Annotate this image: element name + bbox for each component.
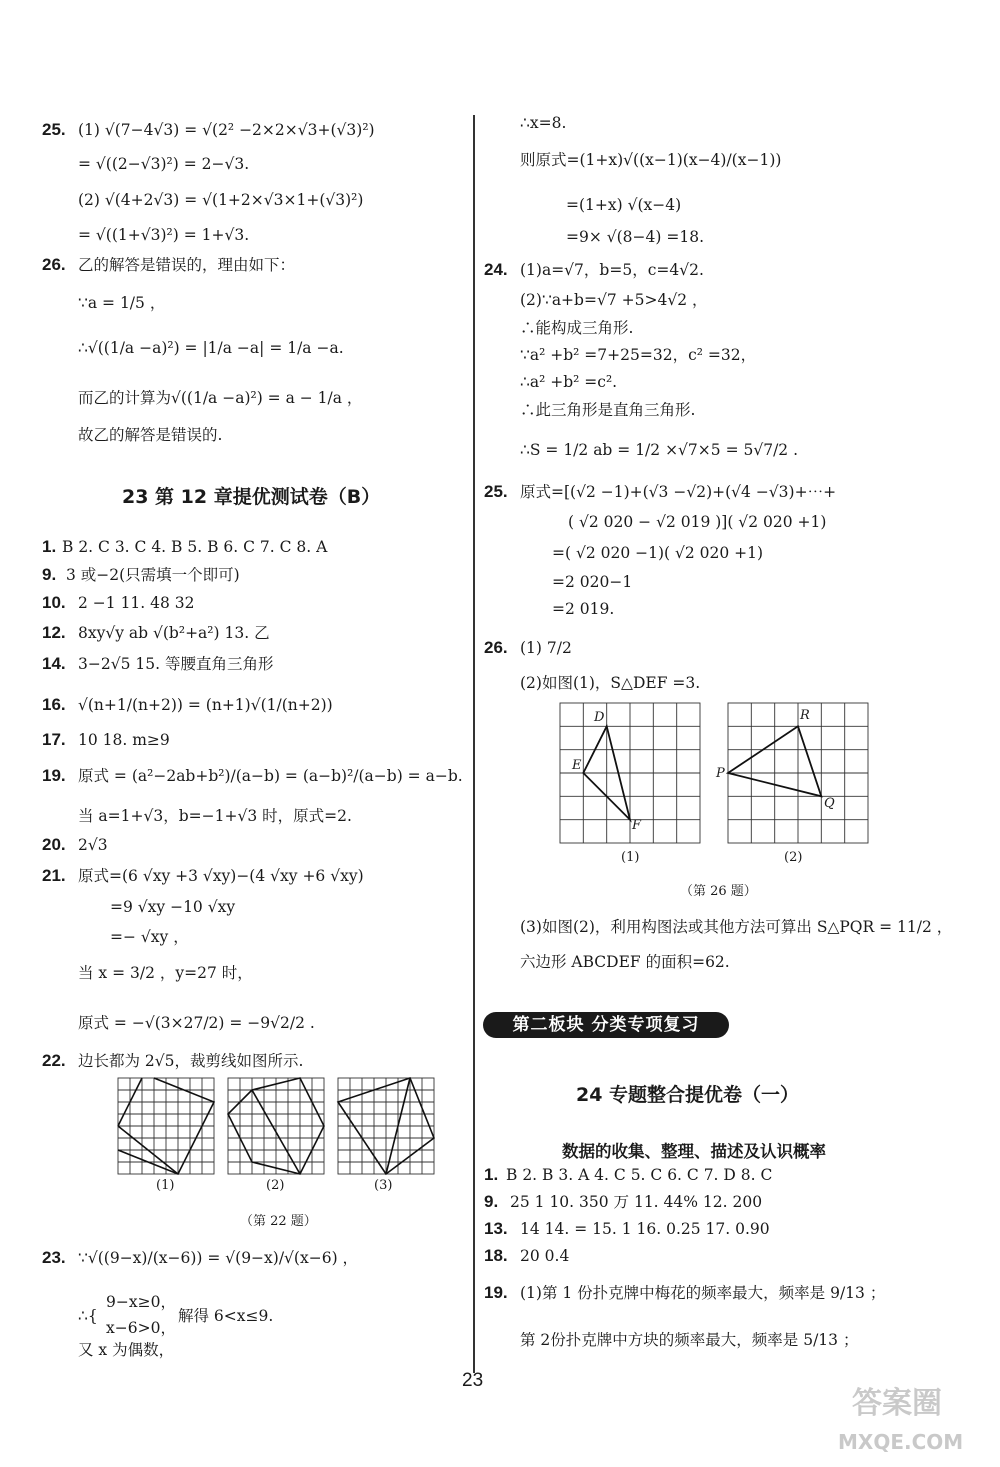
answer-number: 19. bbox=[42, 766, 66, 785]
section-24-title: 24 专题整合提优卷（一） bbox=[576, 1084, 800, 1106]
q22-caption: （第 22 题） bbox=[240, 1214, 317, 1229]
q25-right-line5: =2 019. bbox=[552, 600, 615, 618]
answer-number: 14. bbox=[42, 654, 66, 673]
answer-number: 9. bbox=[484, 1192, 499, 1211]
q24-line4: ∵a² +b² =7+25=32，c² =32， bbox=[520, 346, 757, 364]
q25-right-line1: 原式=[(√2 −1)+(√3 −√2)+(√4 −√3)+⋯+ bbox=[520, 483, 837, 501]
top-line4: =9× √(8−4) =18. bbox=[566, 228, 705, 246]
q25-line3: (2) √(4+2√3) = √(1+2×√3×1+(√3)²) bbox=[78, 191, 364, 209]
section-banner: 第二板块 分类专项复习 bbox=[483, 1012, 729, 1038]
q20-text: 2√3 bbox=[78, 836, 108, 854]
q24-line2: (2)∵a+b=√7 +5>4√2 ， bbox=[520, 291, 708, 309]
q25-line4: = √((1+√3)²) = 1+√3. bbox=[78, 226, 250, 244]
q24-line3: ∴能构成三角形. bbox=[520, 319, 634, 337]
point-label-r: R bbox=[800, 708, 810, 723]
q22-figure-1-label: (1) bbox=[156, 1178, 175, 1193]
q26-right-line1: (1) 7/2 bbox=[520, 639, 572, 657]
q25-right-number: 25. bbox=[484, 482, 508, 501]
q22-number: 22. bbox=[42, 1051, 66, 1070]
column-divider bbox=[473, 115, 475, 1373]
answer-text: 2 −1 11. 48 32 bbox=[78, 594, 195, 612]
q24-line5: ∴a² +b² =c². bbox=[520, 373, 618, 391]
q26-number: 26. bbox=[42, 255, 66, 274]
watermark-logo: 答案圈 bbox=[852, 1386, 942, 1421]
q22-figure-3 bbox=[338, 1078, 434, 1174]
answer-number: 1. bbox=[484, 1165, 499, 1184]
q19-right-line1: (1)第 1 份扑克牌中梅花的频率最大，频率是 9/13 ； bbox=[520, 1284, 886, 1302]
q26-line5: 故乙的解答是错误的. bbox=[78, 426, 223, 444]
answer-text: 3−2√5 15. 等腰直角三角形 bbox=[78, 655, 274, 673]
point-label-q: Q bbox=[824, 796, 835, 811]
q26-caption: （第 26 题） bbox=[680, 884, 757, 899]
point-label-f: F bbox=[632, 818, 642, 833]
q22-figure-1 bbox=[118, 1078, 214, 1174]
q26-line3: ∴√((1/a −a)²) = |1/a −a| = 1/a −a. bbox=[78, 339, 344, 357]
q19-right-number: 19. bbox=[484, 1283, 508, 1302]
q21-line5: 原式 = −√(3×27/2) = −9√2/2 . bbox=[78, 1014, 315, 1032]
q21-line3: =− √xy ， bbox=[110, 928, 189, 946]
q19-extra: 当 a=1+√3，b=−1+√3 时，原式=2. bbox=[78, 807, 352, 825]
answer-number: 13. bbox=[484, 1219, 508, 1238]
q23-cond2: x−6>0， bbox=[106, 1319, 176, 1337]
answer-number: 10. bbox=[42, 593, 66, 612]
q23-line3: 又 x 为偶数， bbox=[78, 1341, 175, 1359]
q26-right-line3: (3)如图(2)，利用构图法或其他方法可算出 S△PQR = 11/2 ， bbox=[520, 918, 953, 936]
q26-figure-2 bbox=[728, 703, 868, 843]
q21-line4: 当 x = 3/2 ，y=27 时， bbox=[78, 964, 253, 982]
q26-line1: 乙的解答是错误的，理由如下： bbox=[78, 256, 296, 274]
answer-text: B 2. B 3. A 4. C 5. C 6. C 7. D 8. C bbox=[506, 1166, 773, 1184]
answer-text: 10 18. m≥9 bbox=[78, 731, 170, 749]
answer-text: 原式 = (a²−2ab+b²)/(a−b) = (a−b)²/(a−b) = a−b. bbox=[78, 767, 463, 785]
q23-number: 23. bbox=[42, 1248, 66, 1267]
q24-number: 24. bbox=[484, 260, 508, 279]
q26-figure-1-label: (1) bbox=[621, 850, 640, 865]
q19-right-line2: 第 2份扑克牌中方块的频率最大，频率是 5/13 ； bbox=[520, 1331, 859, 1349]
answer-text: B 2. C 3. C 4. B 5. B 6. C 7. C 8. A bbox=[62, 538, 328, 556]
q20-number: 20. bbox=[42, 835, 66, 854]
q25-right-line4: =2 020−1 bbox=[552, 573, 633, 591]
q24-line7: ∴S = 1/2 ab = 1/2 ×√7×5 = 5√7/2 . bbox=[520, 441, 799, 459]
q25-right-line3: =( √2 020 −1)( √2 020 +1) bbox=[552, 544, 764, 562]
q25-line2: = √((2−√3)²) = 2−√3. bbox=[78, 155, 250, 173]
q21-line2: =9 √xy −10 √xy bbox=[110, 898, 236, 916]
watermark-url: MXQE.COM bbox=[838, 1430, 964, 1454]
q23-solution: 解得 6<x≤9. bbox=[178, 1307, 274, 1325]
q22-text: 边长都为 2√5，裁剪线如图所示. bbox=[78, 1052, 304, 1070]
answer-number: 1. bbox=[42, 537, 57, 556]
section-24-subtitle: 数据的收集、整理、描述及认识概率 bbox=[562, 1142, 826, 1161]
q22-figure-2-label: (2) bbox=[266, 1178, 285, 1193]
q25-number: 25. bbox=[42, 120, 66, 139]
top-line2: 则原式=(1+x)√((x−1)(x−4)/(x−1)) bbox=[520, 151, 782, 169]
point-label-d: D bbox=[594, 710, 605, 725]
q26-figure-1 bbox=[560, 703, 700, 843]
answer-number: 12. bbox=[42, 623, 66, 642]
q26-right-line4: 六边形 ABCDEF 的面积=62. bbox=[520, 953, 730, 971]
answer-text: 25 1 10. 350 万 11. 44% 12. 200 bbox=[510, 1193, 763, 1211]
answer-number: 16. bbox=[42, 695, 66, 714]
answer-text: 20 0.4 bbox=[520, 1247, 570, 1265]
q23-line1: ∵√((9−x)/(x−6)) = √(9−x)/√(x−6) ， bbox=[78, 1249, 359, 1267]
q25-line1: (1) √(7−4√3) = √(2² −2×2×√3+(√3)²) bbox=[78, 121, 375, 139]
q26-line2: ∵a = 1/5 ， bbox=[78, 294, 166, 312]
q26-right-line2: (2)如图(1)，S△DEF =3. bbox=[520, 674, 701, 692]
q24-line1: (1)a=√7，b=5，c=4√2. bbox=[520, 261, 704, 279]
answer-number: 18. bbox=[484, 1246, 508, 1265]
answer-text: 14 14. = 15. 1 16. 0.25 17. 0.90 bbox=[520, 1220, 770, 1238]
q23-cond1: 9−x≥0， bbox=[106, 1293, 176, 1311]
answer-text: 8xy√y ab √(b²+a²) 13. 乙 bbox=[78, 624, 270, 642]
page-number: 23 bbox=[462, 1370, 484, 1391]
q26-figure-2-label: (2) bbox=[784, 850, 803, 865]
q24-line6: ∴此三角形是直角三角形. bbox=[520, 401, 696, 419]
point-label-p: P bbox=[716, 766, 725, 781]
q26-right-number: 26. bbox=[484, 638, 508, 657]
point-label-e: E bbox=[572, 758, 582, 773]
top-line1: ∴x=8. bbox=[520, 114, 567, 132]
q26-line4: 而乙的计算为√((1/a −a)²) = a − 1/a ， bbox=[78, 389, 363, 407]
q21-line1: 原式=(6 √xy +3 √xy)−(4 √xy +6 √xy) bbox=[78, 867, 364, 885]
section-23-title: 23 第 12 章提优测试卷（B） bbox=[122, 486, 381, 508]
q22-figure-2 bbox=[228, 1078, 324, 1174]
answer-text: √(n+1/(n+2)) = (n+1)√(1/(n+2)) bbox=[78, 696, 333, 714]
answer-text: 3 或−2(只需填一个即可) bbox=[66, 566, 240, 584]
q23-therefore: ∴{ bbox=[78, 1307, 98, 1325]
q22-figure-3-label: (3) bbox=[374, 1178, 393, 1193]
answer-number: 17. bbox=[42, 730, 66, 749]
answer-number: 9. bbox=[42, 565, 57, 584]
q25-right-line2: ( √2 020 − √2 019 )]( √2 020 +1) bbox=[568, 513, 827, 531]
q21-number: 21. bbox=[42, 866, 66, 885]
top-line3: =(1+x) √(x−4) bbox=[566, 196, 682, 214]
